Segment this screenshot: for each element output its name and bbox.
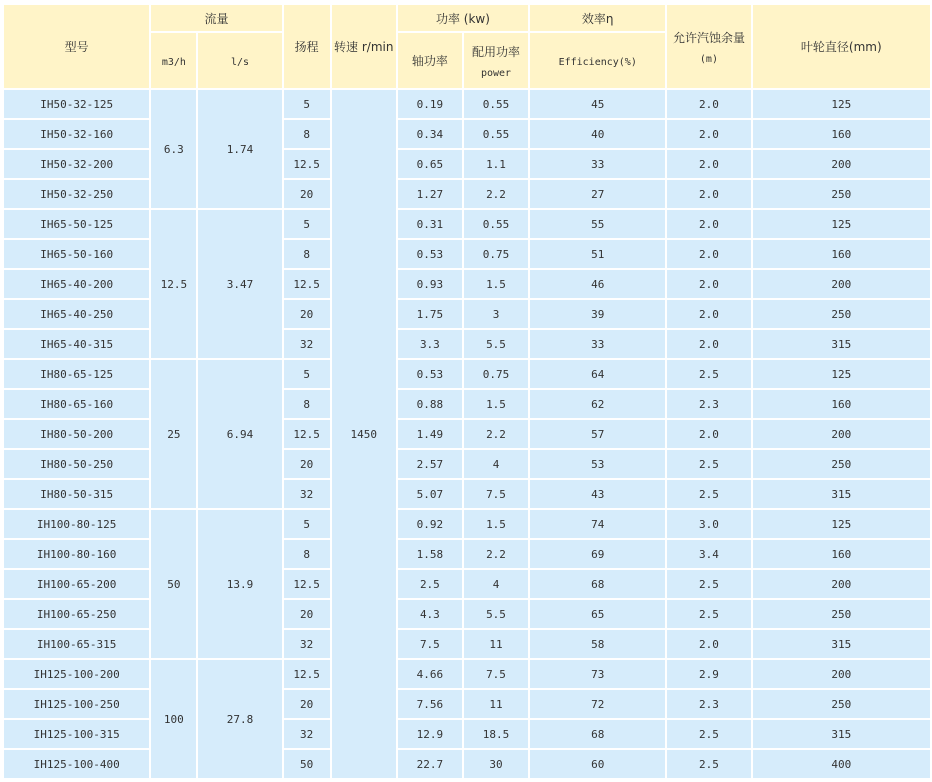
model-cell: IH100-65-200 <box>4 570 149 598</box>
matched-power-cell: 1.5 <box>464 270 528 298</box>
shaft-power-cell: 0.93 <box>398 270 462 298</box>
matched-power-cell: 4 <box>464 450 528 478</box>
head-cell: 8 <box>284 540 330 568</box>
impeller-cell: 200 <box>753 150 930 178</box>
matched-power-cell: 0.75 <box>464 240 528 268</box>
shaft-power-cell: 7.5 <box>398 630 462 658</box>
model-cell: IH65-40-315 <box>4 330 149 358</box>
matched-power-cell: 5.5 <box>464 330 528 358</box>
table-row <box>4 480 930 508</box>
npsh-cell: 2.0 <box>667 90 750 118</box>
shaft-power-cell: 0.53 <box>398 240 462 268</box>
impeller-cell: 315 <box>753 330 930 358</box>
model-cell: IH125-100-400 <box>4 750 149 778</box>
table-row <box>4 450 930 478</box>
model-cell: IH65-40-250 <box>4 300 149 328</box>
shaft-power-cell: 0.34 <box>398 120 462 148</box>
table-row <box>4 750 930 778</box>
flow-ls-cell: 27.8 <box>198 660 281 778</box>
table-row <box>4 510 930 538</box>
model-cell: IH65-50-125 <box>4 210 149 238</box>
table-row <box>4 270 930 298</box>
impeller-cell: 160 <box>753 540 930 568</box>
head-cell: 20 <box>284 180 330 208</box>
header-power-label: 功率 (kw) <box>435 11 490 26</box>
table-row <box>4 150 930 178</box>
matched-power-cell: 3 <box>464 300 528 328</box>
efficiency-cell: 68 <box>530 720 665 748</box>
model-cell: IH80-50-200 <box>4 420 149 448</box>
head-cell: 5 <box>284 210 330 238</box>
efficiency-cell: 53 <box>530 450 665 478</box>
shaft-power-cell: 1.27 <box>398 180 462 208</box>
model-cell: IH80-65-160 <box>4 390 149 418</box>
efficiency-cell: 45 <box>530 90 665 118</box>
header-power <box>398 5 528 31</box>
table-row <box>4 390 930 418</box>
efficiency-cell: 60 <box>530 750 665 778</box>
table-row <box>4 120 930 148</box>
header-impeller: 叶轮直径(mm) <box>753 5 930 88</box>
efficiency-cell: 73 <box>530 660 665 688</box>
shaft-power-cell: 0.19 <box>398 90 462 118</box>
flow-m3h-cell: 6.3 <box>151 90 196 208</box>
matched-power-cell: 0.75 <box>464 360 528 388</box>
npsh-cell: 2.5 <box>667 720 750 748</box>
matched-power-cell: 2.2 <box>464 540 528 568</box>
head-cell: 50 <box>284 750 330 778</box>
impeller-cell: 125 <box>753 90 930 118</box>
model-cell: IH100-80-125 <box>4 510 149 538</box>
impeller-cell: 200 <box>753 270 930 298</box>
shaft-power-cell: 0.31 <box>398 210 462 238</box>
efficiency-cell: 55 <box>530 210 665 238</box>
pump-spec-table <box>2 3 932 780</box>
table-row <box>4 330 930 358</box>
efficiency-cell: 27 <box>530 180 665 208</box>
impeller-cell: 315 <box>753 480 930 508</box>
matched-power-cell: 2.2 <box>464 420 528 448</box>
efficiency-cell: 69 <box>530 540 665 568</box>
head-cell: 5 <box>284 510 330 538</box>
head-cell: 12.5 <box>284 570 330 598</box>
head-cell: 32 <box>284 330 330 358</box>
flow-ls-cell: 13.9 <box>198 510 281 658</box>
impeller-cell: 160 <box>753 240 930 268</box>
matched-power-cell: 4 <box>464 570 528 598</box>
flow-ls-cell: 1.74 <box>198 90 281 208</box>
shaft-power-cell: 4.66 <box>398 660 462 688</box>
impeller-cell: 160 <box>753 120 930 148</box>
npsh-cell: 2.5 <box>667 480 750 508</box>
head-cell: 32 <box>284 480 330 508</box>
npsh-cell: 2.3 <box>667 690 750 718</box>
head-cell: 32 <box>284 720 330 748</box>
table-row <box>4 540 930 568</box>
head-cell: 8 <box>284 120 330 148</box>
header-efficiency-sub-label: Efficiency(%) <box>558 56 637 68</box>
npsh-cell: 2.0 <box>667 240 750 268</box>
shaft-power-cell: 1.75 <box>398 300 462 328</box>
model-cell: IH50-32-160 <box>4 120 149 148</box>
head-cell: 20 <box>284 300 330 328</box>
shaft-power-cell: 2.57 <box>398 450 462 478</box>
npsh-cell: 2.0 <box>667 180 750 208</box>
efficiency-cell: 74 <box>530 510 665 538</box>
shaft-power-cell: 0.53 <box>398 360 462 388</box>
efficiency-cell: 33 <box>530 150 665 178</box>
npsh-cell: 2.0 <box>667 270 750 298</box>
npsh-cell: 3.4 <box>667 540 750 568</box>
speed-cell: 1450 <box>332 90 396 778</box>
table-row <box>4 690 930 718</box>
npsh-cell: 2.0 <box>667 300 750 328</box>
impeller-cell: 200 <box>753 660 930 688</box>
head-cell: 20 <box>284 690 330 718</box>
table-row <box>4 240 930 268</box>
npsh-cell: 2.5 <box>667 600 750 628</box>
head-cell: 8 <box>284 240 330 268</box>
efficiency-cell: 46 <box>530 270 665 298</box>
model-cell: IH125-100-315 <box>4 720 149 748</box>
model-cell: IH80-50-250 <box>4 450 149 478</box>
efficiency-cell: 43 <box>530 480 665 508</box>
flow-m3h-cell: 12.5 <box>151 210 196 358</box>
header-flow: 流量 <box>151 5 281 31</box>
header-npsh <box>667 5 750 88</box>
header-model: 型号 <box>4 5 149 88</box>
header-flow-ls <box>198 33 281 88</box>
npsh-cell: 2.0 <box>667 330 750 358</box>
matched-power-cell: 0.55 <box>464 210 528 238</box>
shaft-power-cell: 12.9 <box>398 720 462 748</box>
impeller-cell: 400 <box>753 750 930 778</box>
model-cell: IH100-80-160 <box>4 540 149 568</box>
efficiency-cell: 39 <box>530 300 665 328</box>
model-cell: IH80-50-315 <box>4 480 149 508</box>
impeller-cell: 125 <box>753 360 930 388</box>
table-row <box>4 180 930 208</box>
npsh-cell: 2.5 <box>667 750 750 778</box>
impeller-cell: 125 <box>753 210 930 238</box>
flow-m3h-cell: 25 <box>151 360 196 508</box>
flow-m3h-cell: 50 <box>151 510 196 658</box>
head-cell: 32 <box>284 630 330 658</box>
efficiency-cell: 57 <box>530 420 665 448</box>
npsh-cell: 3.0 <box>667 510 750 538</box>
impeller-cell: 125 <box>753 510 930 538</box>
header-flow-m3h-label: m3/h <box>161 56 186 68</box>
table-row <box>4 420 930 448</box>
model-cell: IH100-65-250 <box>4 600 149 628</box>
header-flow-m3h <box>151 33 196 88</box>
shaft-power-cell: 0.88 <box>398 390 462 418</box>
head-cell: 8 <box>284 390 330 418</box>
impeller-cell: 250 <box>753 180 930 208</box>
matched-power-cell: 7.5 <box>464 480 528 508</box>
impeller-cell: 200 <box>753 420 930 448</box>
head-cell: 20 <box>284 600 330 628</box>
efficiency-cell: 40 <box>530 120 665 148</box>
matched-power-cell: 0.55 <box>464 90 528 118</box>
matched-power-cell: 11 <box>464 630 528 658</box>
matched-power-cell: 1.1 <box>464 150 528 178</box>
model-cell: IH100-65-315 <box>4 630 149 658</box>
efficiency-cell: 68 <box>530 570 665 598</box>
head-cell: 12.5 <box>284 660 330 688</box>
npsh-cell: 2.3 <box>667 390 750 418</box>
impeller-cell: 200 <box>753 570 930 598</box>
impeller-cell: 250 <box>753 300 930 328</box>
npsh-cell: 2.0 <box>667 150 750 178</box>
shaft-power-cell: 0.92 <box>398 510 462 538</box>
efficiency-cell: 64 <box>530 360 665 388</box>
shaft-power-cell: 7.56 <box>398 690 462 718</box>
matched-power-cell: 11 <box>464 690 528 718</box>
table-row <box>4 360 930 388</box>
header-shaft-power: 轴功率 <box>398 33 462 88</box>
npsh-cell: 2.0 <box>667 120 750 148</box>
impeller-cell: 250 <box>753 450 930 478</box>
matched-power-cell: 18.5 <box>464 720 528 748</box>
head-cell: 5 <box>284 360 330 388</box>
shaft-power-cell: 22.7 <box>398 750 462 778</box>
matched-power-cell: 30 <box>464 750 528 778</box>
impeller-cell: 250 <box>753 690 930 718</box>
model-cell: IH65-50-160 <box>4 240 149 268</box>
npsh-cell: 2.0 <box>667 420 750 448</box>
table-row <box>4 570 930 598</box>
matched-power-cell: 7.5 <box>464 660 528 688</box>
header-speed <box>332 5 396 88</box>
impeller-cell: 315 <box>753 630 930 658</box>
matched-power-cell: 2.2 <box>464 180 528 208</box>
model-cell: IH65-40-200 <box>4 270 149 298</box>
header-matched-power <box>464 33 528 88</box>
table-row <box>4 600 930 628</box>
model-cell: IH125-100-200 <box>4 660 149 688</box>
npsh-cell: 2.5 <box>667 360 750 388</box>
matched-power-cell: 1.5 <box>464 510 528 538</box>
table-row <box>4 660 930 688</box>
header-flow-ls-label: l/s <box>230 56 250 68</box>
header-matched-power-sub: power <box>480 67 512 79</box>
header-head: 扬程 <box>284 5 330 88</box>
head-cell: 12.5 <box>284 420 330 448</box>
table-row <box>4 300 930 328</box>
flow-ls-cell: 3.47 <box>198 210 281 358</box>
shaft-power-cell: 2.5 <box>398 570 462 598</box>
model-cell: IH50-32-200 <box>4 150 149 178</box>
head-cell: 5 <box>284 90 330 118</box>
efficiency-cell: 72 <box>530 690 665 718</box>
header-npsh-label: 允许汽蚀余量 <box>672 30 745 45</box>
efficiency-cell: 62 <box>530 390 665 418</box>
head-cell: 12.5 <box>284 270 330 298</box>
shaft-power-cell: 5.07 <box>398 480 462 508</box>
efficiency-cell: 33 <box>530 330 665 358</box>
impeller-cell: 250 <box>753 600 930 628</box>
model-cell: IH125-100-250 <box>4 690 149 718</box>
table-row <box>4 720 930 748</box>
impeller-cell: 160 <box>753 390 930 418</box>
efficiency-cell: 65 <box>530 600 665 628</box>
npsh-cell: 2.0 <box>667 210 750 238</box>
npsh-cell: 2.5 <box>667 450 750 478</box>
table-row <box>4 630 930 658</box>
shaft-power-cell: 4.3 <box>398 600 462 628</box>
efficiency-cell: 58 <box>530 630 665 658</box>
model-cell: IH50-32-250 <box>4 180 149 208</box>
header-efficiency-sub <box>530 33 665 88</box>
shaft-power-cell: 1.49 <box>398 420 462 448</box>
head-cell: 12.5 <box>284 150 330 178</box>
shaft-power-cell: 1.58 <box>398 540 462 568</box>
header-efficiency: 效率η <box>530 5 665 31</box>
efficiency-cell: 51 <box>530 240 665 268</box>
header-npsh-unit: (m) <box>699 53 718 65</box>
head-cell: 20 <box>284 450 330 478</box>
npsh-cell: 2.0 <box>667 630 750 658</box>
matched-power-cell: 0.55 <box>464 120 528 148</box>
npsh-cell: 2.9 <box>667 660 750 688</box>
impeller-cell: 315 <box>753 720 930 748</box>
matched-power-cell: 1.5 <box>464 390 528 418</box>
shaft-power-cell: 3.3 <box>398 330 462 358</box>
table-row <box>4 90 930 118</box>
header-matched-power-label: 配用功率 <box>472 44 521 59</box>
model-cell: IH50-32-125 <box>4 90 149 118</box>
flow-m3h-cell: 100 <box>151 660 196 778</box>
model-cell: IH80-65-125 <box>4 360 149 388</box>
shaft-power-cell: 0.65 <box>398 150 462 178</box>
flow-ls-cell: 6.94 <box>198 360 281 508</box>
matched-power-cell: 5.5 <box>464 600 528 628</box>
header-speed-label: 转速 r/min <box>334 40 394 54</box>
npsh-cell: 2.5 <box>667 570 750 598</box>
table-row <box>4 210 930 238</box>
header-row-1 <box>4 5 930 31</box>
